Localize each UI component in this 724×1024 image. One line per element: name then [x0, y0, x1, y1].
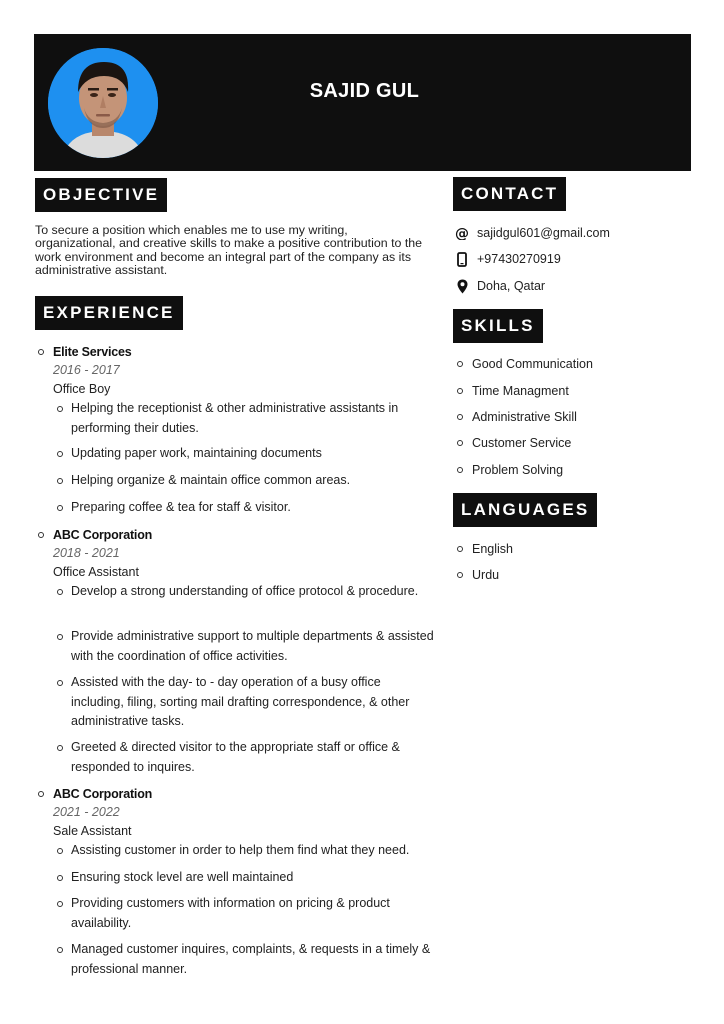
task-text: Providing customers with information on pricing & product availability.	[71, 896, 390, 930]
job-task	[71, 471, 436, 491]
job-company: ABC Corporation	[53, 787, 153, 801]
job-task	[71, 894, 436, 933]
bullet-icon	[457, 388, 463, 394]
job-task	[71, 673, 436, 732]
job-task	[71, 738, 436, 777]
job-role: Office Boy	[53, 382, 111, 396]
bullet-icon	[57, 406, 63, 412]
task-text: Helping organize & maintain office common areas.	[71, 473, 351, 487]
task-text: Helping the receptionist & other administrative assistants in performing their duties.	[71, 401, 399, 435]
bullet-icon	[457, 361, 463, 367]
bullet-icon	[57, 478, 63, 484]
job-dates: 2016 - 2017	[53, 363, 120, 377]
experience-heading: EXPERIENCE	[35, 296, 183, 330]
job-role: Sale Assistant	[53, 824, 132, 838]
language-text: Urdu	[472, 568, 500, 582]
task-text: Assisted with the day- to - day operation of a busy office including, filing, sorting mail drafting correspondence, & other administrative tasks.	[71, 675, 410, 728]
bullet-icon	[57, 680, 63, 686]
job-task	[71, 868, 436, 888]
bullet-icon	[57, 505, 63, 511]
job-dates: 2021 - 2022	[53, 805, 120, 819]
bullet-icon	[38, 532, 44, 538]
task-text: Provide administrative support to multiple departments & assisted with the coordination of office activities.	[71, 629, 434, 663]
job-task	[71, 940, 436, 979]
svg-text:@: @	[455, 226, 469, 240]
bullet-icon	[38, 791, 44, 797]
skill-text: Administrative Skill	[472, 410, 577, 424]
task-text: Managed customer inquires, complaints, & requests in a timely & professional manner.	[71, 942, 431, 976]
profile-photo	[48, 48, 158, 158]
job-task	[71, 498, 436, 518]
bullet-icon	[57, 848, 63, 854]
skills-heading: SKILLS	[453, 309, 543, 343]
bullet-icon	[457, 467, 463, 473]
candidate-name: SAJID GUL	[309, 80, 420, 102]
job-company: Elite Services	[53, 345, 132, 359]
task-text: Assisting customer in order to help them find what they need.	[71, 843, 410, 857]
bullet-icon	[57, 589, 63, 595]
contact-heading: CONTACT	[453, 177, 566, 211]
task-text: Preparing coffee & tea for staff & visitor.	[71, 500, 291, 514]
bullet-icon	[57, 947, 63, 953]
objective-heading: OBJECTIVE	[35, 178, 167, 212]
job-task	[71, 841, 436, 861]
bullet-icon	[57, 634, 63, 640]
task-text: Ensuring stock level are well maintained	[71, 870, 294, 884]
bullet-icon	[57, 745, 63, 751]
objective-text: To secure a position which enables me to use my writing, organizational, and creative skills to make a positive contribution to the work environment and become an integral part of the company as its administrative assistant.	[35, 223, 423, 278]
email-text: sajidgul601@gmail.com	[477, 226, 610, 240]
at-icon	[455, 224, 469, 242]
bullet-icon	[457, 414, 463, 420]
skill-text: Time Managment	[472, 384, 569, 398]
bullet-icon	[57, 875, 63, 881]
location-text: Doha, Qatar	[477, 279, 546, 293]
task-text: Greeted & directed visitor to the appropriate staff or office & responded to inquires.	[71, 740, 400, 774]
job-task	[71, 444, 436, 464]
skill-text: Problem Solving	[472, 463, 564, 477]
skill-text: Good Communication	[472, 357, 593, 371]
bullet-icon	[38, 349, 44, 355]
bullet-icon	[57, 901, 63, 907]
task-text: Develop a strong understanding of office protocol & procedure.	[71, 584, 419, 598]
skill-text: Customer Service	[472, 436, 572, 450]
job-company: ABC Corporation	[53, 528, 153, 542]
resume-header	[34, 34, 691, 171]
job-dates: 2018 - 2021	[53, 546, 120, 560]
job-task	[71, 582, 436, 602]
mobile-phone-icon	[455, 250, 469, 268]
bullet-icon	[457, 572, 463, 578]
bullet-icon	[457, 440, 463, 446]
language-text: English	[472, 542, 513, 556]
languages-heading: LANGUAGES	[453, 493, 597, 527]
phone-text: +97430270919	[477, 252, 561, 266]
bullet-icon	[457, 546, 463, 552]
map-pin-icon	[455, 277, 469, 295]
bullet-icon	[57, 451, 63, 457]
job-task	[71, 627, 436, 666]
task-text: Updating paper work, maintaining documents	[71, 446, 322, 460]
job-task	[71, 399, 436, 438]
job-role: Office Assistant	[53, 565, 139, 579]
